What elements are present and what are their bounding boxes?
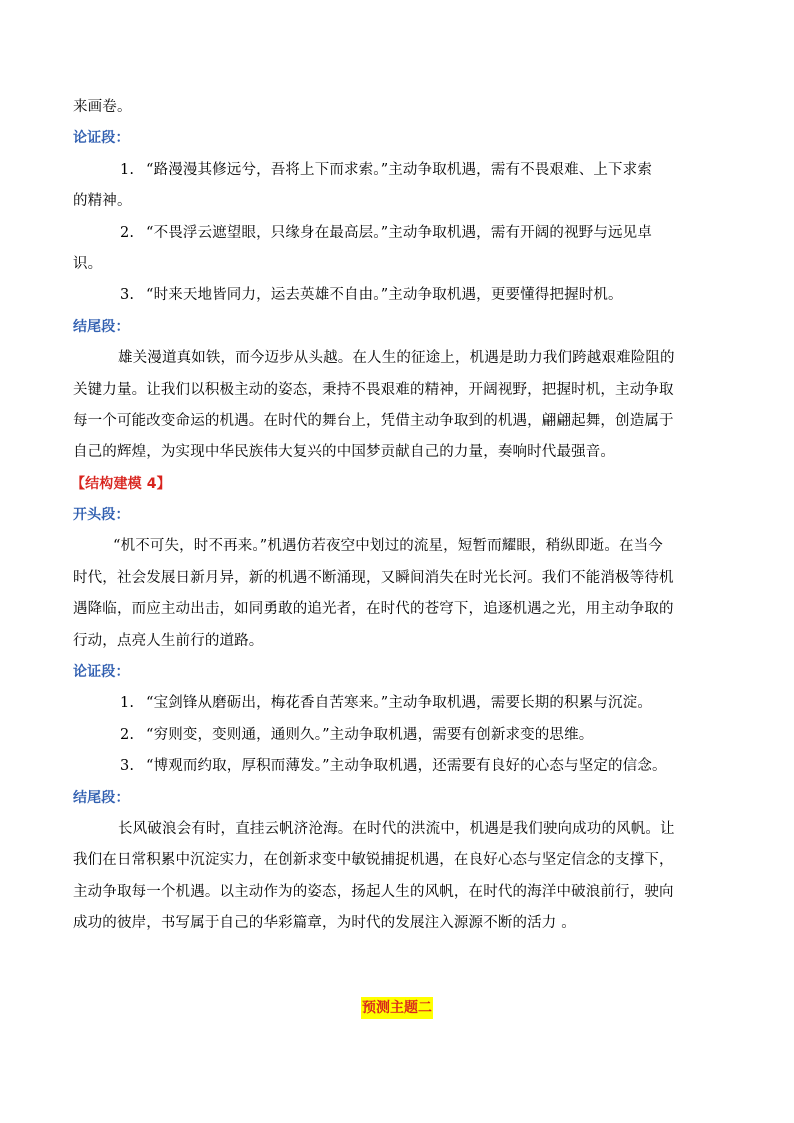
list-item: [73, 751, 725, 782]
list-number: 3.: [120, 758, 135, 775]
section-heading-ending: 结尾段：: [73, 789, 130, 806]
paragraph-line: 雄关漫道真如铁，而今迈步从头越。在人生的征途上，机遇是助力我们跨越艰难险阻的: [118, 350, 675, 367]
prediction-topic-title: 预测主题二: [361, 997, 433, 1019]
paragraph-line: 成功的彼岸，书写属于自己的华彩篇章，为时代的发展注入源源不断的活力 。: [73, 915, 576, 932]
list-item-continuation: 的精神。: [73, 193, 132, 210]
structure-model-title: 【结构建模 4】: [71, 475, 171, 492]
list-item-continuation: 识。: [73, 255, 103, 272]
list-number: 1.: [120, 695, 135, 712]
section-heading-opening: 开头段：: [73, 507, 130, 524]
list-item: [73, 280, 725, 311]
paragraph-line: 遇降临，而应主动出击，如同勇敢的追光者，在时代的苍穹下，追逐机遇之光，用主动争取的: [73, 601, 674, 618]
list-item: [73, 155, 725, 186]
list-item: [73, 720, 725, 751]
list-item-text: “博观而约取，厚积而薄发。”主动争取机遇，还需要有良好的心态与坚定的信念。: [146, 758, 667, 775]
paragraph-line: 主动争取每一个机遇。以主动作为的姿态，扬起人生的风帆，在时代的海洋中破浪前行，驶向: [73, 883, 674, 900]
section-heading-argument: 论证段：: [73, 130, 130, 147]
list-number: 2.: [120, 726, 135, 743]
topic-heading-container: [0, 997, 794, 1019]
list-item: [73, 688, 725, 719]
paragraph-line: 时代，社会发展日新月异，新的机遇不断涌现，又瞬间消失在时光长河。我们不能消极等待机: [73, 569, 674, 586]
paragraph-line: 关键力量。让我们以积极主动的姿态，秉持不畏艰难的精神，开阔视野，把握时机，主动争取: [73, 381, 674, 398]
list-item-text: “时来天地皆同力，运去英雄不自由。”主动争取机遇，更要懂得把握时机。: [146, 287, 623, 304]
paragraph-line: 长风破浪会有时，直挂云帆济沧海。在时代的洪流中，机遇是我们驶向成功的风帆。让: [118, 820, 675, 837]
list-item-text: “不畏浮云遮望眼，只缘身在最高层。”主动争取机遇，需有开阔的视野与远见卓: [146, 224, 652, 241]
document-body: [73, 92, 725, 940]
paragraph-line: 行动，点亮人生前行的道路。: [73, 632, 264, 649]
list-number: 3.: [120, 287, 135, 304]
section-heading-argument: 论证段：: [73, 664, 130, 681]
paragraph-line: 来画卷。: [73, 99, 132, 115]
paragraph-line: 自己的辉煌，为实现中华民族伟大复兴的中国梦贡献自己的力量，奏响时代最强音。: [73, 444, 616, 461]
list-number: 1.: [120, 161, 135, 178]
paragraph-line: 每一个可能改变命运的机遇。在时代的舞台上，凭借主动争取到的机遇，翩翩起舞，创造属于: [73, 412, 674, 429]
paragraph-line: 我们在日常积累中沉淀实力，在创新求变中敏锐捕捉机遇，在良好心态与坚定信念的支撑下，: [73, 852, 674, 869]
list-number: 2.: [120, 224, 135, 241]
list-item-text: “路漫漫其修远兮，吾将上下而求索。”主动争取机遇，需有不畏艰难、上下求索: [146, 161, 652, 178]
list-item-text: “宝剑锋从磨砺出，梅花香自苦寒来。”主动争取机遇，需要长期的积累与沉淀。: [146, 695, 652, 712]
list-item: [73, 218, 725, 249]
list-item-text: “穷则变，变则通，通则久。”主动争取机遇，需要有创新求变的思维。: [146, 726, 594, 743]
paragraph-line: “机不可失，时不再来。”机遇仿若夜空中划过的流星，短暂而耀眼，稍纵即逝。在当今: [113, 538, 663, 555]
section-heading-ending: 结尾段：: [73, 318, 130, 335]
